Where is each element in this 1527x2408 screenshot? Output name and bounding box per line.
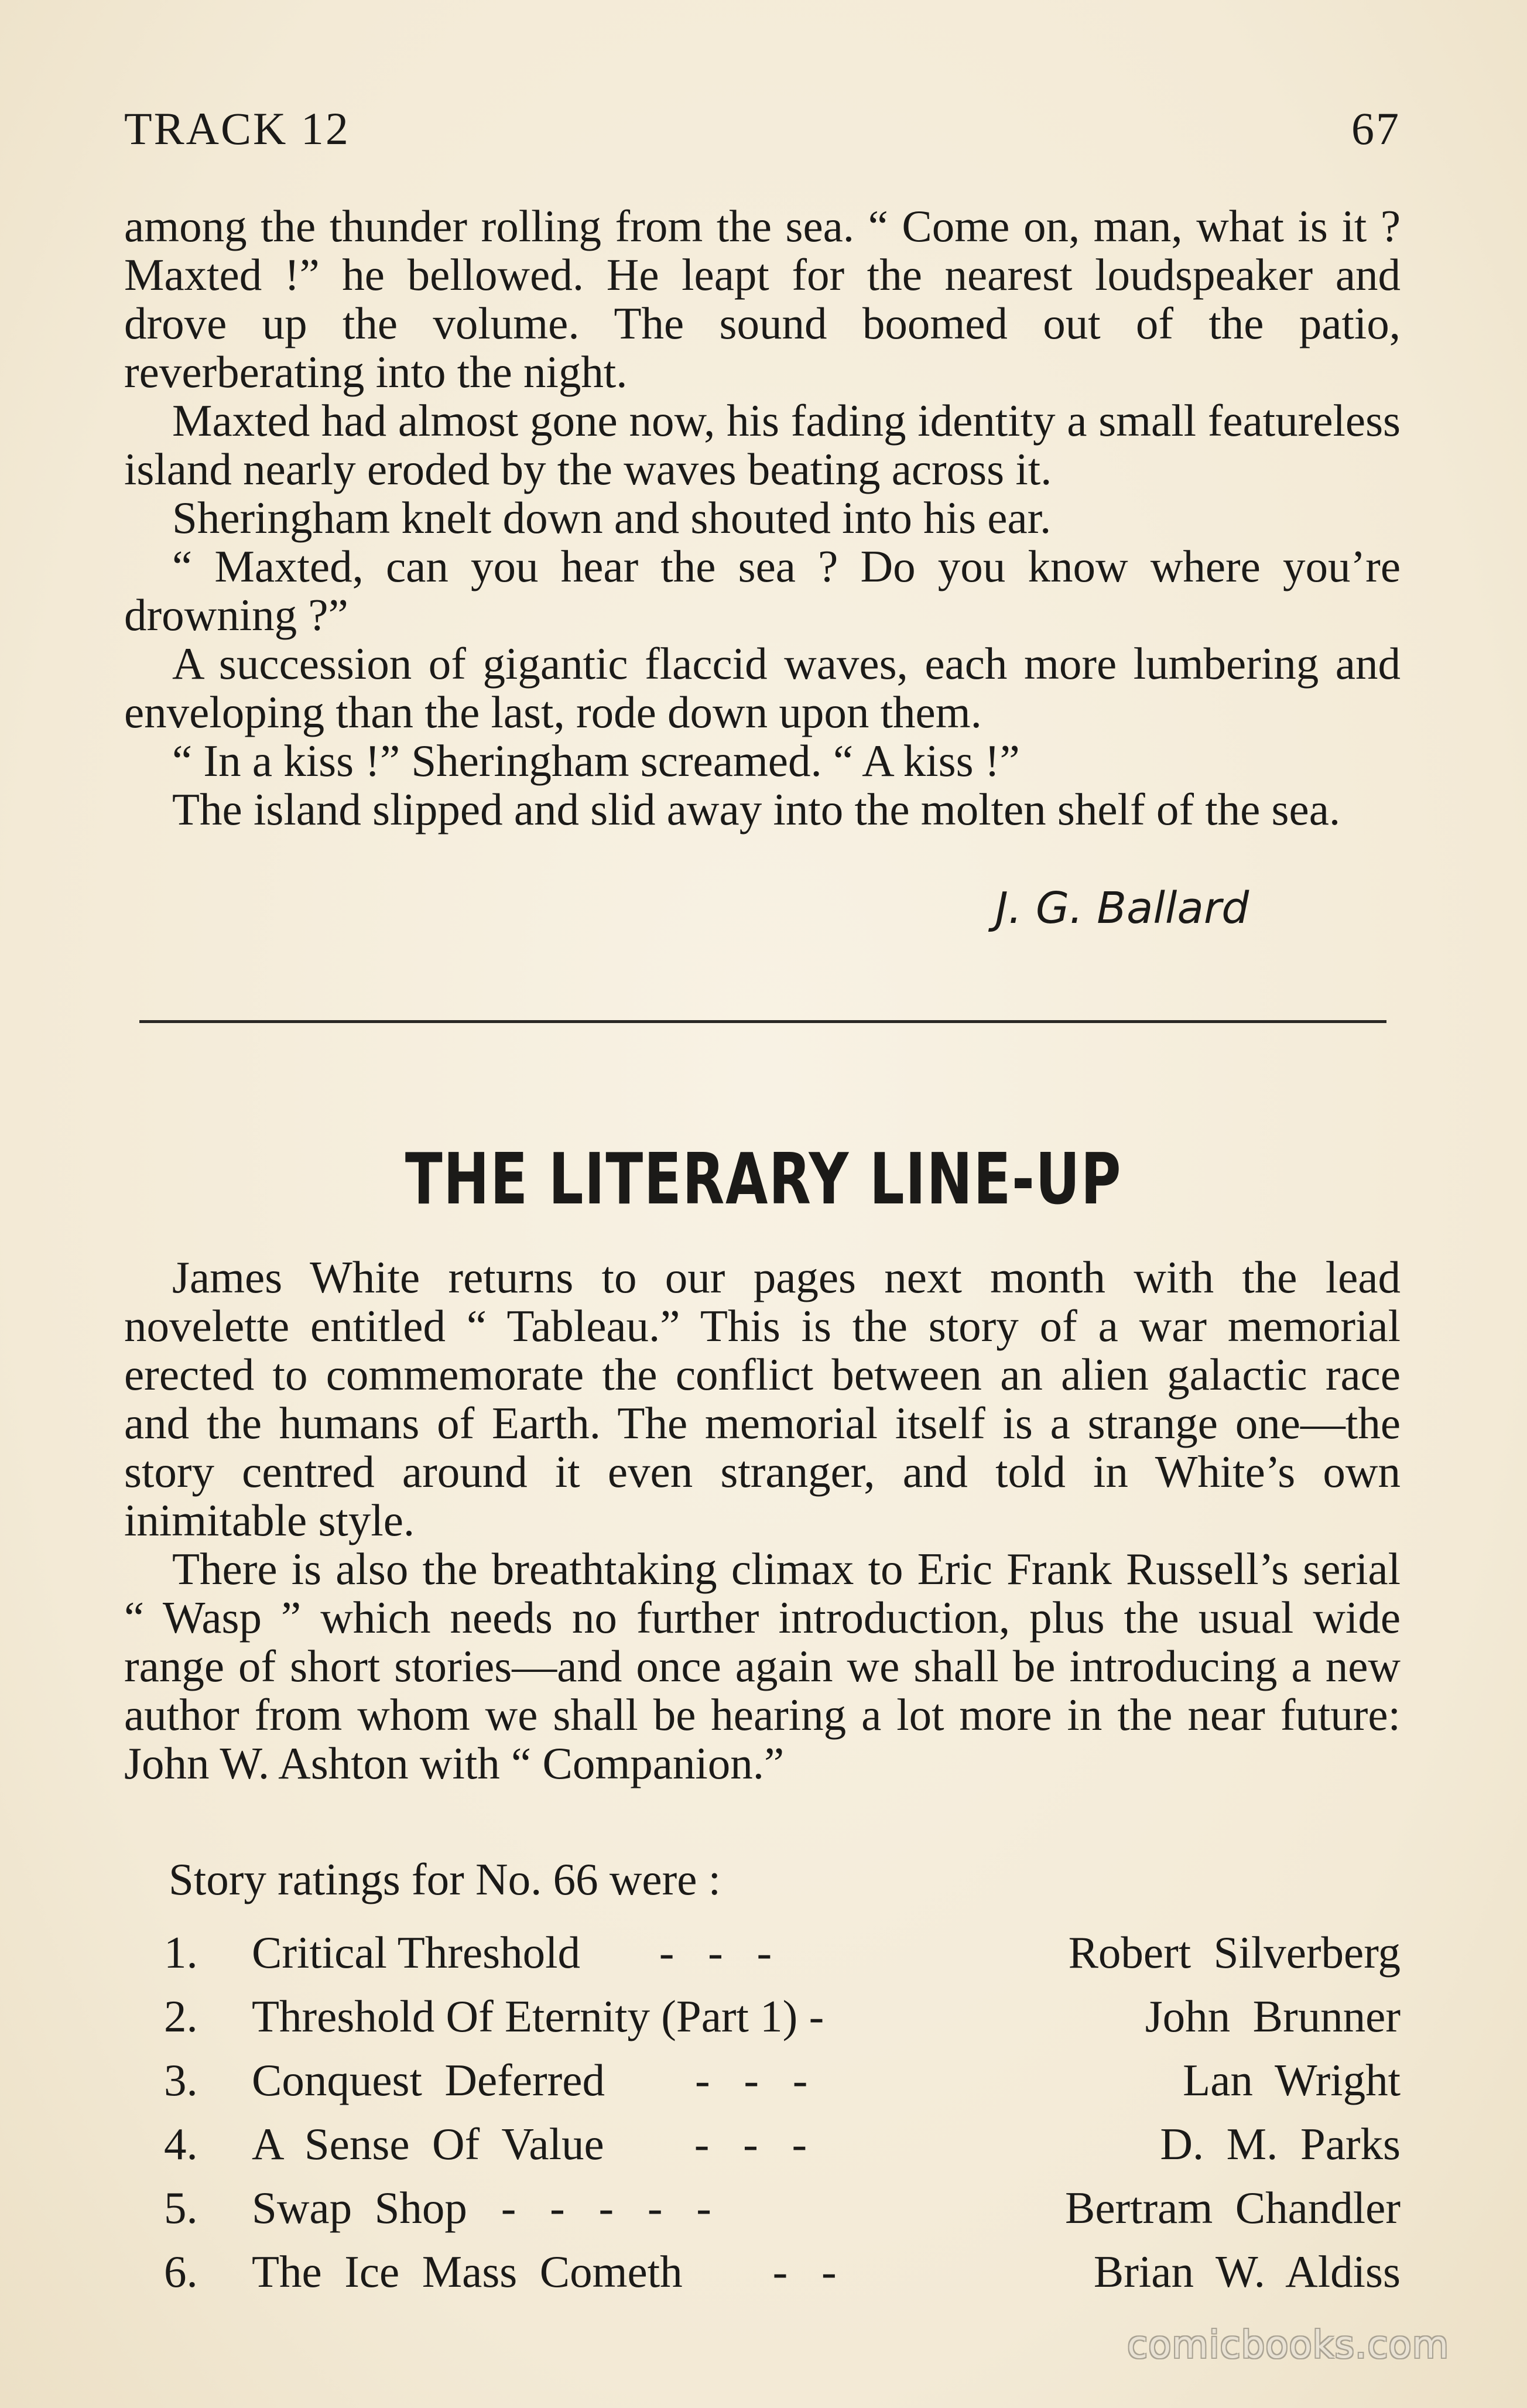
leader-dashes: - - -: [659, 1927, 772, 1978]
rating-row: [164, 1927, 1401, 1990]
rating-rank: 2.: [164, 1991, 198, 2041]
leader-dashes: - - -: [694, 2055, 808, 2105]
rating-rank: 1.: [164, 1927, 198, 1978]
story-paragraph: Sheringham knelt down and shouted into his ear.: [172, 492, 1052, 543]
page-header: [124, 102, 1401, 155]
story-paragraph: Maxted had almost gone now, his fading identity a small featureless island nearly eroded by the waves beating across it.: [124, 395, 1401, 494]
running-title: TRACK 12: [124, 103, 350, 154]
rating-row: [164, 1990, 1401, 2054]
story-paragraph: A succession of gigantic flaccid waves, each more lumbering and enveloping than the last, rode down upon them.: [124, 638, 1401, 737]
rating-story-title: The Ice Mass Cometh - -: [252, 2246, 837, 2297]
leader-dashes: - - - - -: [501, 2183, 711, 2233]
rating-story-title: Critical Threshold - - -: [252, 1927, 772, 1978]
rating-author: John Brunner: [1145, 1991, 1401, 2041]
leader-dashes: - -: [772, 2246, 837, 2297]
ratings-list: [164, 1927, 1401, 2310]
rating-author: Brian W. Aldiss: [1093, 2246, 1401, 2297]
rating-author: Lan Wright: [1183, 2055, 1401, 2105]
section-title: THE LITERARY LINE-UP: [405, 1139, 1122, 1220]
leader-dashes: - - -: [694, 2119, 807, 2169]
section-divider: [139, 1020, 1386, 1023]
story-paragraph: “ In a kiss !” Sheringham screamed. “ A kiss !”: [172, 736, 1020, 786]
watermark-logo: comicbooks.com: [1127, 2324, 1450, 2367]
rating-story-title: A Sense Of Value - - -: [252, 2119, 807, 2169]
lineup-paragraph: James White returns to our pages next month with the lead novelette entitled “ Tableau.” This is the story of a war memorial erected to commemorate the conflict between an alien galactic race and the humans of Earth. The memorial itself is a strange one—the story centred around it even stranger, and told in White’s own inimitable style.: [124, 1252, 1401, 1545]
rating-author: D. M. Parks: [1160, 2119, 1401, 2169]
rating-row: [164, 2182, 1401, 2246]
rating-rank: 6.: [164, 2246, 198, 2297]
ratings-intro: Story ratings for No. 66 were :: [169, 1854, 721, 1904]
rating-rank: 5.: [164, 2183, 198, 2233]
page-number: 67: [1351, 103, 1401, 154]
leader-dashes: -: [809, 1991, 824, 2041]
story-ending: [124, 202, 1401, 834]
rating-row: [164, 2246, 1401, 2310]
story-paragraph: The island slipped and slid away into the molten shelf of the sea.: [172, 784, 1341, 834]
story-author-signature: J. G. Ballard: [995, 883, 1249, 933]
story-paragraph: “ Maxted, can you hear the sea ? Do you know where you’re drowning ?”: [124, 541, 1401, 640]
rating-row: [164, 2054, 1401, 2118]
rating-row: [164, 2118, 1401, 2182]
rating-author: Robert Silverberg: [1068, 1927, 1401, 1978]
rating-story-title: Threshold Of Eternity (Part 1) -: [252, 1991, 824, 2041]
rating-rank: 3.: [164, 2055, 198, 2105]
lineup-paragraph: There is also the breathtaking climax to Eric Frank Russell’s serial “ Wasp ” which needs no further introduction, plus the usual wide range of short stories—and once again we shall be introducing a new author from whom we shall be hearing a lot more in the near future: John W. Ashton with “ Companion.”: [124, 1544, 1401, 1788]
rating-story-title: Conquest Deferred - - -: [252, 2055, 808, 2105]
rating-author: Bertram Chandler: [1064, 2183, 1401, 2233]
rating-rank: 4.: [164, 2119, 198, 2169]
story-paragraph: among the thunder rolling from the sea. “ Come on, man, what is it ? Maxted !” he bellowed. He leapt for the nearest loudspeaker and drove up the volume. The sound boomed out of the patio, reverberating into the night.: [124, 201, 1401, 397]
lineup-text: [124, 1253, 1401, 1788]
rating-story-title: Swap Shop - - - - -: [252, 2183, 711, 2233]
